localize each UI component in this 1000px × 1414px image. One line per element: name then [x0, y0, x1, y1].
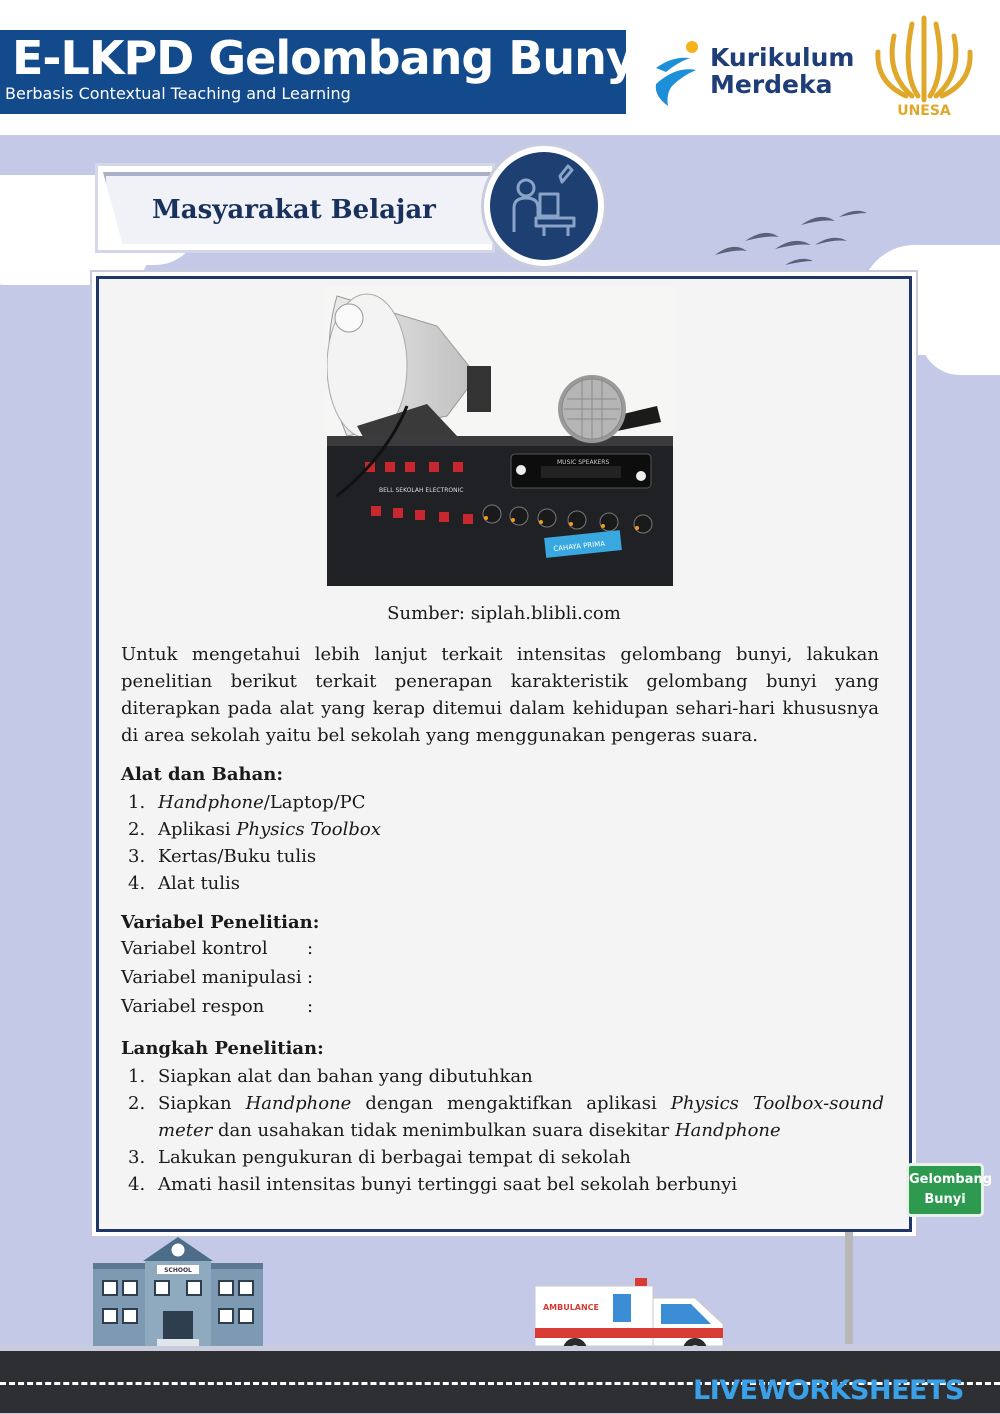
teacher-presentation-icon [484, 146, 604, 266]
cloud-right-2 [920, 295, 1000, 375]
ambulance-label: AMBULANCE [542, 1303, 600, 1312]
amplifier-brand-label: BELL SEKOLAH ELECTRONIC [379, 487, 464, 494]
unesa-logo-icon [872, 12, 976, 104]
gelombang-bunyi-sign [906, 1163, 993, 1217]
variabel-respon-colon: : [307, 996, 314, 1017]
section-banner [95, 163, 515, 255]
amplifier-photo-illustration [327, 286, 673, 586]
sticker-label: CAHAYA PRIMA [552, 539, 606, 554]
alat-bahan-heading: Alat dan Bahan: [121, 764, 284, 785]
section-title: Masyarakat Belajar [152, 195, 436, 225]
variabel-heading: Variabel Penelitian: [121, 912, 320, 933]
image-source-caption: Sumber: siplah.blibli.com [387, 603, 621, 624]
kurikulum-merdeka-logo-icon [652, 40, 702, 110]
merdeka-word: Merdeka [710, 70, 833, 99]
sign-line-2: Bunyi [924, 1192, 966, 1207]
variabel-manipulasi-label: Variabel manipulasi [121, 967, 302, 988]
sign-line-1: Gelombang [909, 1172, 993, 1187]
variabel-manipulasi-colon: : [307, 967, 314, 988]
variabel-respon-label: Variabel respon [121, 996, 265, 1017]
liveworksheets-watermark: LIVEWORKSHEETS [693, 1375, 964, 1406]
birds-icon [715, 205, 875, 275]
kurikulum-merdeka-text [710, 44, 854, 98]
sign-post [845, 1232, 853, 1344]
music-speakers-label: MUSIC SPEAKERS [557, 459, 610, 466]
school-bell-speaker-photo [327, 286, 673, 586]
variabel-kontrol-label: Variabel kontrol [121, 938, 268, 959]
kurikulum-word: Kurikulum [710, 43, 855, 72]
page-title: E-LKPD Gelombang Bunyi [12, 31, 650, 85]
school-building-icon [93, 1233, 263, 1347]
page-subtitle: Berbasis Contextual Teaching and Learning [5, 84, 351, 103]
variabel-kontrol-colon: : [307, 938, 314, 959]
page-header [0, 0, 1000, 135]
langkah-heading: Langkah Penelitian: [121, 1038, 324, 1059]
intro-paragraph: Untuk mengetahui lebih lanjut terkait intensitas gelombang bunyi, lakukan penelitian berikut terkait penerapan karakteristik gelombang bunyi yang diterapkan pada alat yang kerap ditemui dalam kehidupan sehari-hari khususnya di area sekolah yaitu bel sekolah yang menggunakan pengeras suara. [121, 644, 879, 746]
unesa-label: UNESA [897, 103, 951, 119]
school-label: SCHOOL [164, 1267, 192, 1274]
